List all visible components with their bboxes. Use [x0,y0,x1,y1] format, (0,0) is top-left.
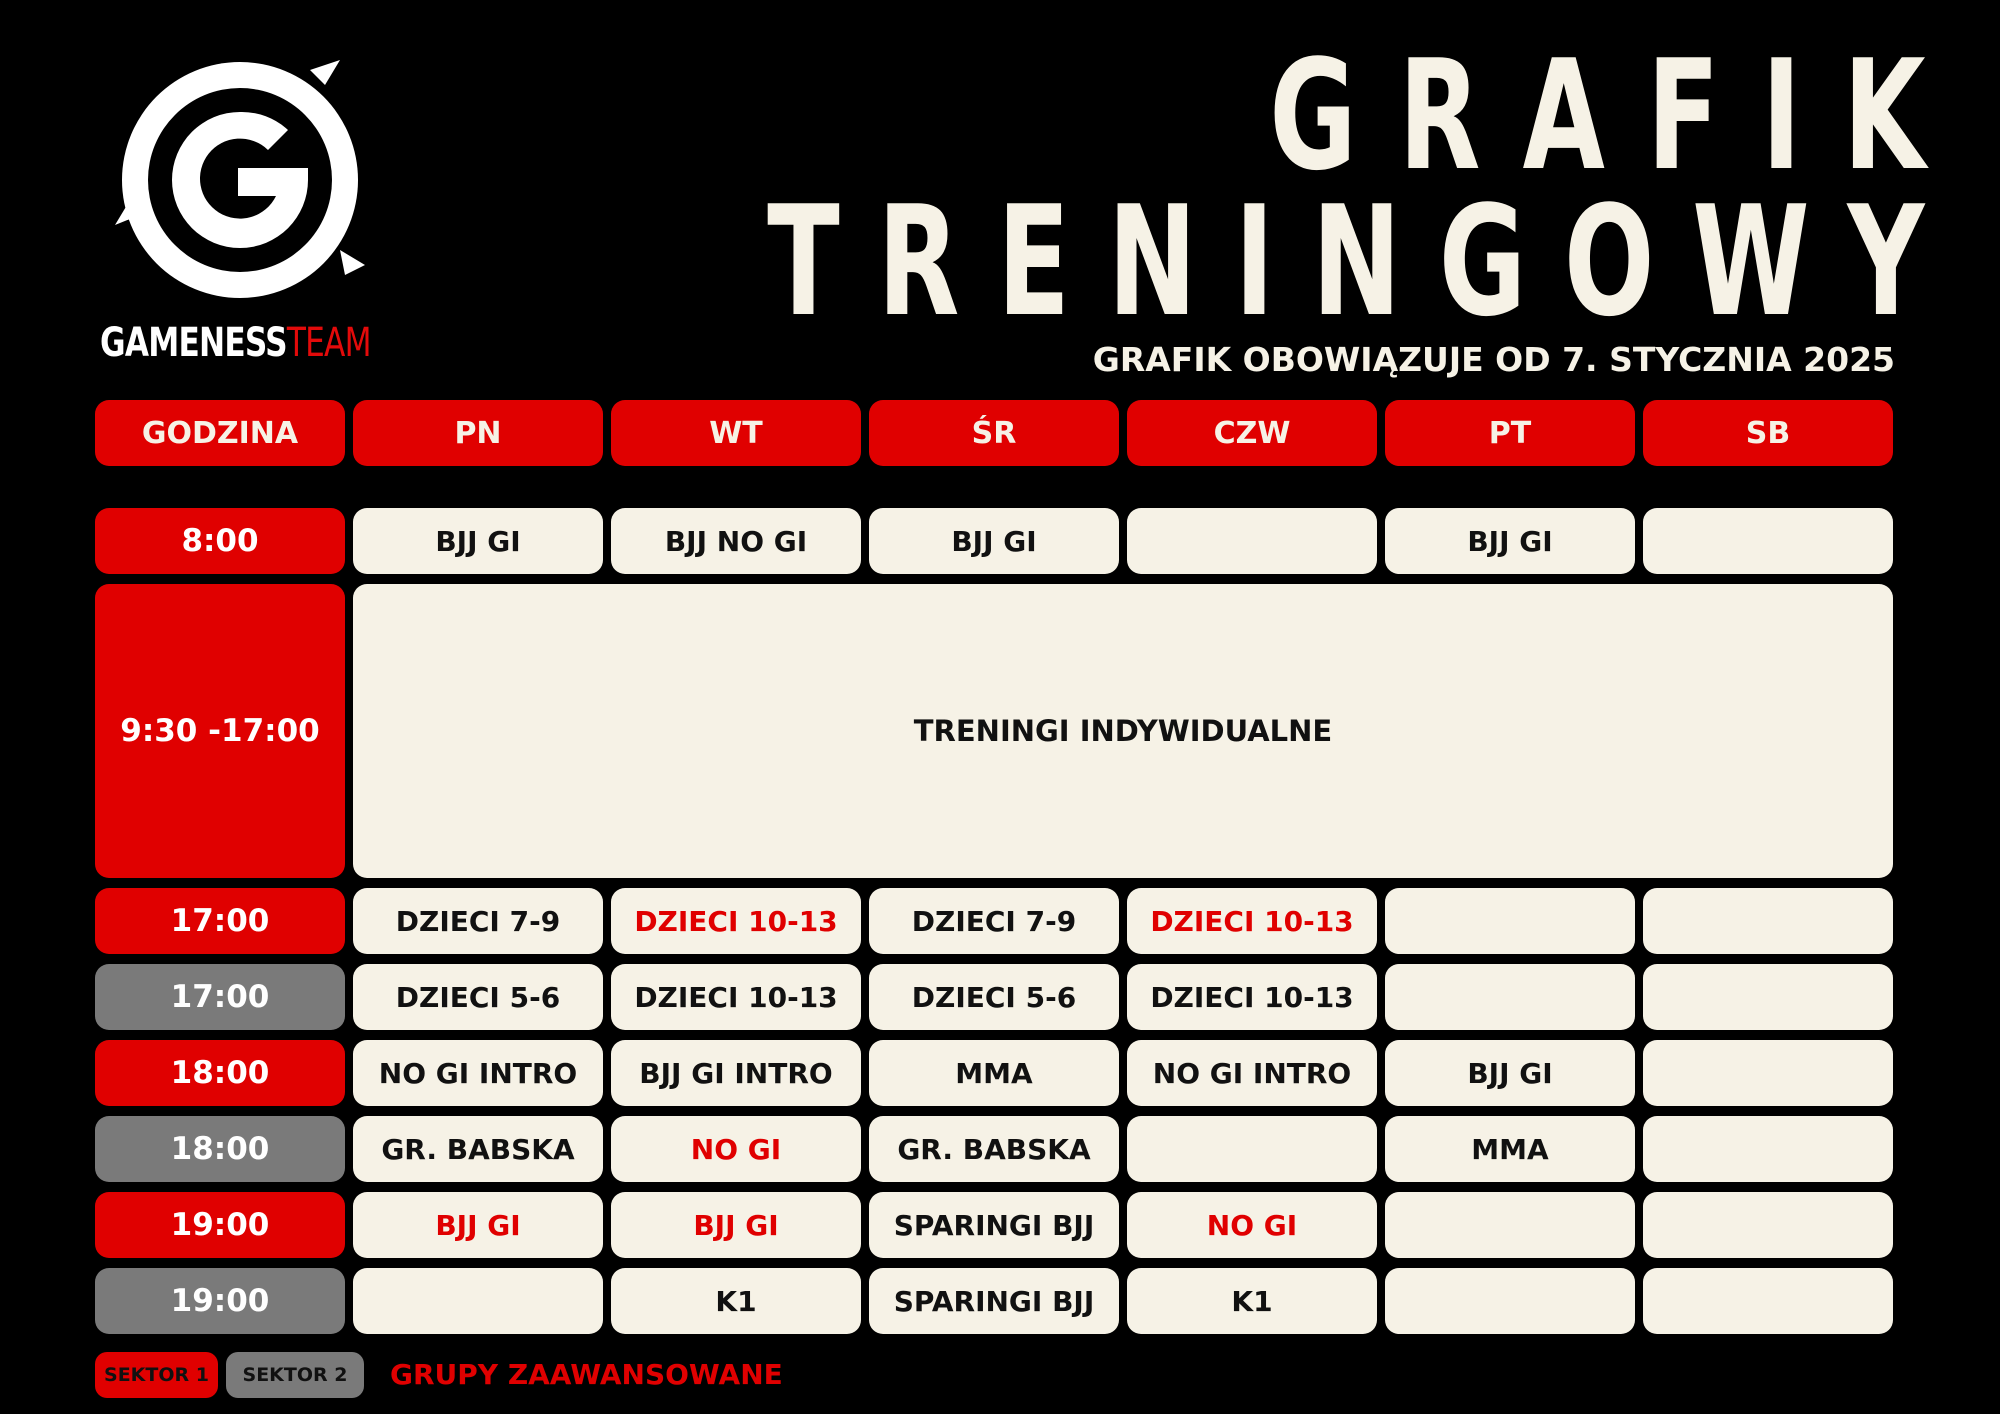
class-cell: BJJ GI INTRO [611,1040,861,1106]
class-cell: DZIECI 10-13 [1127,964,1377,1030]
header-czw: CZW [1127,400,1377,466]
class-cell: BJJ GI [1385,508,1635,574]
class-cell: DZIECI 10-13 [611,888,861,954]
class-cell: BJJ GI [1385,1040,1635,1106]
class-cell: MMA [1385,1116,1635,1182]
class-cell: NO GI [611,1116,861,1182]
header-wt: WT [611,400,861,466]
class-cell: BJJ GI [869,508,1119,574]
legend-sector2-badge: SEKTOR 2 [226,1352,364,1398]
class-cell: GR. BABSKA [869,1116,1119,1182]
class-cell [1643,508,1893,574]
class-cell [1643,1116,1893,1182]
class-cell [1643,1268,1893,1334]
class-cell: K1 [1127,1268,1377,1334]
header-sr: ŚR [869,400,1119,466]
class-cell [1643,1192,1893,1258]
class-cell: DZIECI 7-9 [353,888,603,954]
gameness-logo [100,50,380,370]
legend-sector1-badge: SEKTOR 1 [95,1352,218,1398]
class-cell: NO GI [1127,1192,1377,1258]
class-cell: NO GI INTRO [353,1040,603,1106]
brand-name-main: GAMENESS [100,320,287,366]
class-cell [1127,508,1377,574]
class-cell: BJJ GI [611,1192,861,1258]
class-cell: MMA [869,1040,1119,1106]
time-cell: 8:00 [95,508,345,574]
page-title-line2: TRENINGOWY [766,173,1962,350]
class-cell: BJJ GI [353,508,603,574]
header-sb: SB [1643,400,1893,466]
class-cell: DZIECI 5-6 [353,964,603,1030]
individual-trainings-block: TRENINGI INDYWIDUALNE [353,584,1893,878]
class-cell: SPARINGI BJJ [869,1192,1119,1258]
time-cell: 18:00 [95,1116,345,1182]
class-cell [1385,1268,1635,1334]
class-cell [1385,888,1635,954]
g-logo-icon [110,50,370,310]
class-cell: K1 [611,1268,861,1334]
class-cell [353,1268,603,1334]
class-cell: DZIECI 10-13 [611,964,861,1030]
class-cell: BJJ NO GI [611,508,861,574]
class-cell: DZIECI 10-13 [1127,888,1377,954]
class-cell: NO GI INTRO [1127,1040,1377,1106]
brand-name-accent: TEAM [286,320,371,366]
class-cell: SPARINGI BJJ [869,1268,1119,1334]
page-subtitle: GRAFIK OBOWIĄZUJE OD 7. STYCZNIA 2025 [1092,340,1895,379]
class-cell [1385,1192,1635,1258]
class-cell: DZIECI 7-9 [869,888,1119,954]
header-pn: PN [353,400,603,466]
class-cell: GR. BABSKA [353,1116,603,1182]
header-pt: PT [1385,400,1635,466]
time-cell: 19:00 [95,1268,345,1334]
brand-name [100,320,371,366]
time-cell: 19:00 [95,1192,345,1258]
time-cell: 17:00 [95,964,345,1030]
header-godzina: GODZINA [95,400,345,466]
class-cell [1643,1040,1893,1106]
class-cell [1127,1116,1377,1182]
class-cell: DZIECI 5-6 [869,964,1119,1030]
time-cell: 18:00 [95,1040,345,1106]
class-cell [1643,888,1893,954]
class-cell [1643,964,1893,1030]
time-cell: 17:00 [95,888,345,954]
time-cell-individual: 9:30 -17:00 [95,584,345,878]
class-cell: BJJ GI [353,1192,603,1258]
class-cell [1385,964,1635,1030]
page-title-line1: GRAFIK [1269,27,1968,204]
legend-advanced-label: GRUPY ZAAWANSOWANE [390,1358,783,1391]
